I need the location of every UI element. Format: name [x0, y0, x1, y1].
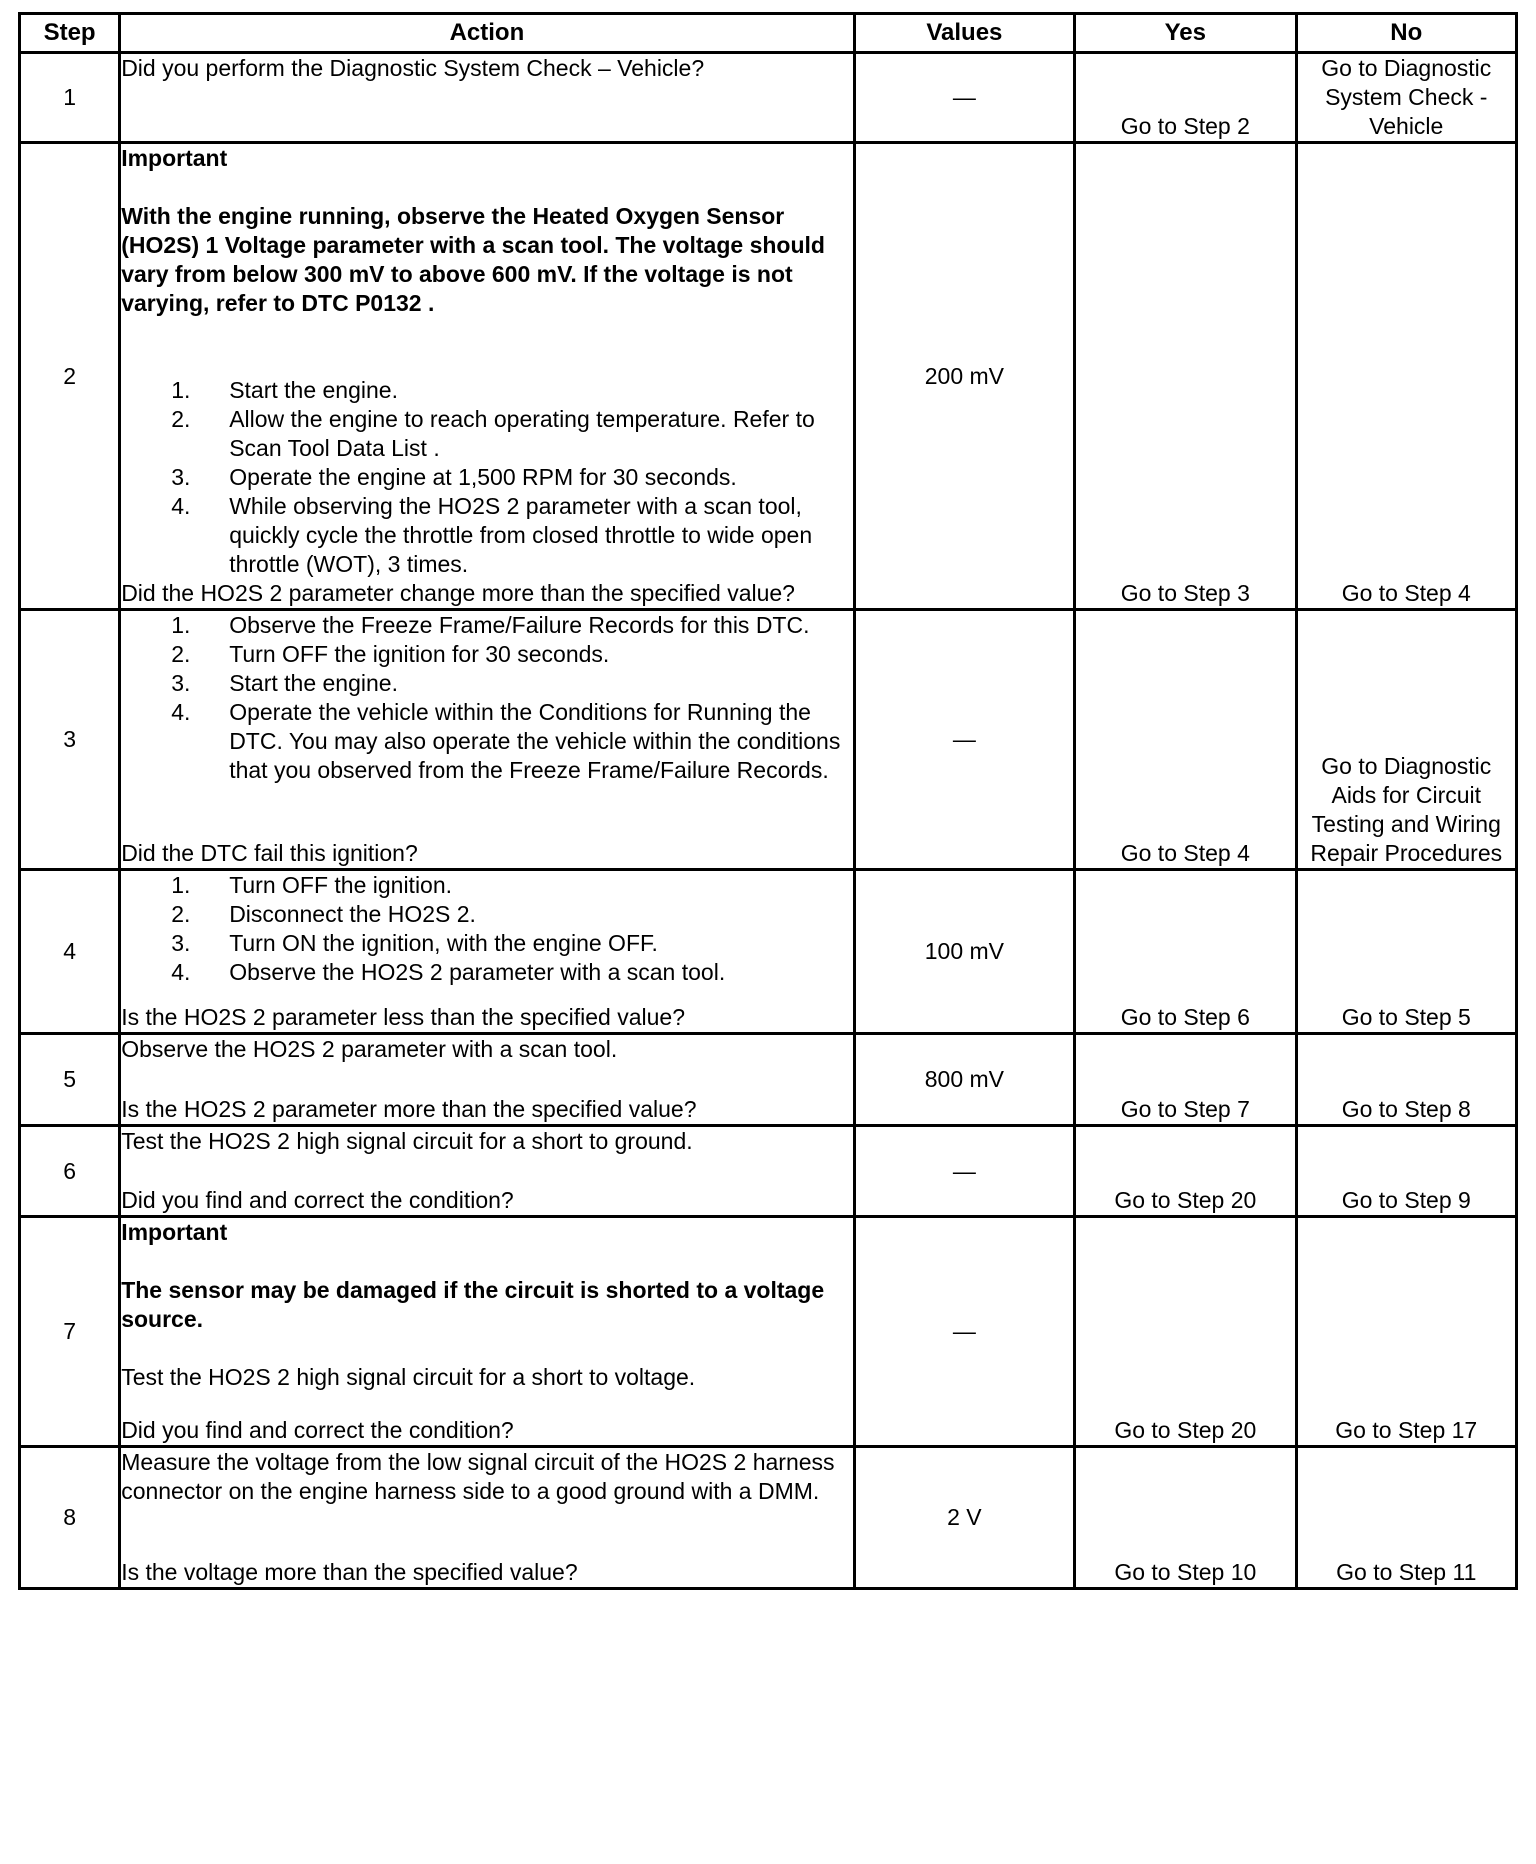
no-cell: Go to Diagnostic System Check - Vehicle — [1296, 53, 1516, 143]
procedure-step-number: 1. — [171, 872, 191, 898]
action-content — [121, 54, 852, 141]
action-content — [121, 611, 852, 868]
yes-cell: Go to Step 20 — [1075, 1217, 1296, 1447]
spacer — [121, 347, 852, 376]
no-cell: Go to Step 11 — [1296, 1447, 1516, 1589]
procedure-step — [121, 492, 852, 579]
procedure-step-number: 1. — [171, 377, 191, 403]
step-number: 2 — [20, 143, 120, 610]
header-values: Values — [854, 14, 1074, 53]
action-top — [121, 54, 852, 83]
procedure-step-number: 4. — [171, 699, 191, 725]
action-content — [121, 1035, 852, 1124]
action-top — [121, 1035, 852, 1064]
procedure-step-number: 2. — [171, 641, 191, 667]
procedure-step — [121, 929, 852, 958]
important-text: The sensor may be damaged if the circuit is shorted to a voltage source. — [121, 1277, 825, 1332]
table-row — [20, 1034, 1517, 1126]
step-number: 6 — [20, 1126, 120, 1217]
action-content — [121, 1218, 852, 1445]
procedure-step-text: Observe the Freeze Frame/Failure Records for this DTC. — [229, 612, 810, 638]
procedure-step — [121, 669, 852, 698]
table-row — [20, 1447, 1517, 1589]
value-cell: — — [854, 53, 1074, 143]
step-number: 5 — [20, 1034, 120, 1126]
table-row — [20, 870, 1517, 1034]
procedure-step — [121, 376, 852, 405]
value-cell: 200 mV — [854, 143, 1074, 610]
procedure-step — [121, 463, 852, 492]
step-number: 7 — [20, 1217, 120, 1447]
procedure-list — [121, 611, 852, 785]
procedure-step — [121, 958, 852, 987]
action-content — [121, 144, 852, 608]
procedure-step — [121, 611, 852, 640]
procedure-step-text: Observe the HO2S 2 parameter with a scan tool. — [229, 959, 726, 985]
no-cell: Go to Diagnostic Aids for Circuit Testing and Wiring Repair Procedures — [1296, 610, 1516, 870]
header-step: Step — [20, 14, 120, 53]
procedure-step-text: Operate the engine at 1,500 RPM for 30 seconds. — [229, 464, 737, 490]
no-cell: Go to Step 8 — [1296, 1034, 1516, 1126]
important-label: Important — [121, 145, 228, 171]
action-top — [121, 1448, 852, 1506]
action-top — [121, 871, 852, 987]
yes-cell: Go to Step 20 — [1075, 1126, 1296, 1217]
action-top — [121, 144, 852, 579]
action-question: Did the DTC fail this ignition? — [121, 840, 418, 866]
table-row — [20, 610, 1517, 870]
procedure-list — [121, 376, 852, 579]
important-text: With the engine running, observe the Heated Oxygen Sensor (HO2S) 1 Voltage parameter with a scan tool. The voltage should vary from below 300 mV to above 600 mV. If the voltage is not varying, refer to DTC P0132 . — [121, 203, 825, 316]
action-content — [121, 871, 852, 1032]
action-question: Did you find and correct the condition? — [121, 1187, 514, 1213]
procedure-step — [121, 698, 852, 785]
step-number: 8 — [20, 1447, 120, 1589]
action-top — [121, 1218, 852, 1392]
action-content — [121, 1448, 852, 1587]
value-cell: 800 mV — [854, 1034, 1074, 1126]
procedure-step-number: 1. — [171, 612, 191, 638]
procedure-step-number: 3. — [171, 670, 191, 696]
yes-cell: Go to Step 6 — [1075, 870, 1296, 1034]
value-cell: 100 mV — [854, 870, 1074, 1034]
action-intro: Did you perform the Diagnostic System Check – Vehicle? — [121, 55, 705, 81]
table-row — [20, 53, 1517, 143]
action-cell — [120, 1447, 854, 1589]
important-label: Important — [121, 1219, 228, 1245]
action-cell — [120, 143, 854, 610]
yes-cell: Go to Step 3 — [1075, 143, 1296, 610]
action-intro: Test the HO2S 2 high signal circuit for a short to ground. — [121, 1128, 693, 1154]
action-cell — [120, 53, 854, 143]
no-cell: Go to Step 9 — [1296, 1126, 1516, 1217]
action-intro: Observe the HO2S 2 parameter with a scan tool. — [121, 1036, 618, 1062]
action-cell — [120, 870, 854, 1034]
header-row — [20, 14, 1517, 53]
action-cell — [120, 1217, 854, 1447]
procedure-step-text: Operate the vehicle within the Conditions for Running the DTC. You may also operate the vehicle within the conditions that you observed from the Freeze Frame/Failure Records. — [229, 699, 841, 783]
procedure-step-text: While observing the HO2S 2 parameter with a scan tool, quickly cycle the throttle from closed throttle to wide open throttle (WOT), 3 times. — [229, 493, 813, 577]
procedure-step-number: 3. — [171, 930, 191, 956]
yes-cell: Go to Step 7 — [1075, 1034, 1296, 1126]
procedure-step-number: 2. — [171, 901, 191, 927]
spacer — [121, 173, 852, 202]
yes-cell: Go to Step 4 — [1075, 610, 1296, 870]
value-cell: — — [854, 610, 1074, 870]
step-number: 4 — [20, 870, 120, 1034]
spacer — [121, 318, 852, 347]
action-question: Is the HO2S 2 parameter less than the specified value? — [121, 1004, 686, 1030]
procedure-step-text: Allow the engine to reach operating temperature. Refer to Scan Tool Data List . — [229, 406, 815, 461]
action-cell — [120, 1034, 854, 1126]
action-question: Is the HO2S 2 parameter more than the specified value? — [121, 1096, 697, 1122]
procedure-step — [121, 405, 852, 463]
action-cell — [120, 610, 854, 870]
action-intro: Test the HO2S 2 high signal circuit for a short to voltage. — [121, 1364, 696, 1390]
procedure-step — [121, 900, 852, 929]
spacer — [121, 1247, 852, 1276]
table-row — [20, 143, 1517, 610]
procedure-step-text: Turn OFF the ignition. — [229, 872, 453, 898]
header-no: No — [1296, 14, 1516, 53]
procedure-step-text: Start the engine. — [229, 670, 398, 696]
value-cell: 2 V — [854, 1447, 1074, 1589]
no-cell: Go to Step 5 — [1296, 870, 1516, 1034]
diagnostic-table — [18, 12, 1518, 1590]
action-content — [121, 1127, 852, 1215]
yes-cell: Go to Step 10 — [1075, 1447, 1296, 1589]
action-intro: Measure the voltage from the low signal circuit of the HO2S 2 harness connector on the engine harness side to a good ground with a DMM. — [121, 1449, 835, 1504]
no-cell: Go to Step 17 — [1296, 1217, 1516, 1447]
table-row — [20, 1217, 1517, 1447]
action-top — [121, 1127, 852, 1156]
procedure-step-number: 2. — [171, 406, 191, 432]
table-row — [20, 1126, 1517, 1217]
action-question: Did you find and correct the condition? — [121, 1417, 514, 1443]
procedure-step-text: Turn ON the ignition, with the engine OFF. — [229, 930, 658, 956]
step-number: 3 — [20, 610, 120, 870]
action-question: Is the voltage more than the specified value? — [121, 1559, 578, 1585]
value-cell: — — [854, 1126, 1074, 1217]
header-yes: Yes — [1075, 14, 1296, 53]
procedure-step — [121, 640, 852, 669]
procedure-step-text: Disconnect the HO2S 2. — [229, 901, 476, 927]
procedure-step-number: 4. — [171, 959, 191, 985]
procedure-list — [121, 871, 852, 987]
procedure-step-text: Turn OFF the ignition for 30 seconds. — [229, 641, 610, 667]
action-top — [121, 611, 852, 785]
procedure-step-text: Start the engine. — [229, 377, 398, 403]
action-cell — [120, 1126, 854, 1217]
value-cell: — — [854, 1217, 1074, 1447]
procedure-step-number: 3. — [171, 464, 191, 490]
header-action: Action — [120, 14, 854, 53]
procedure-step-number: 4. — [171, 493, 191, 519]
step-number: 1 — [20, 53, 120, 143]
no-cell: Go to Step 4 — [1296, 143, 1516, 610]
procedure-step — [121, 871, 852, 900]
spacer — [121, 1334, 852, 1363]
action-question: Did the HO2S 2 parameter change more than the specified value? — [121, 580, 795, 606]
yes-cell: Go to Step 2 — [1075, 53, 1296, 143]
